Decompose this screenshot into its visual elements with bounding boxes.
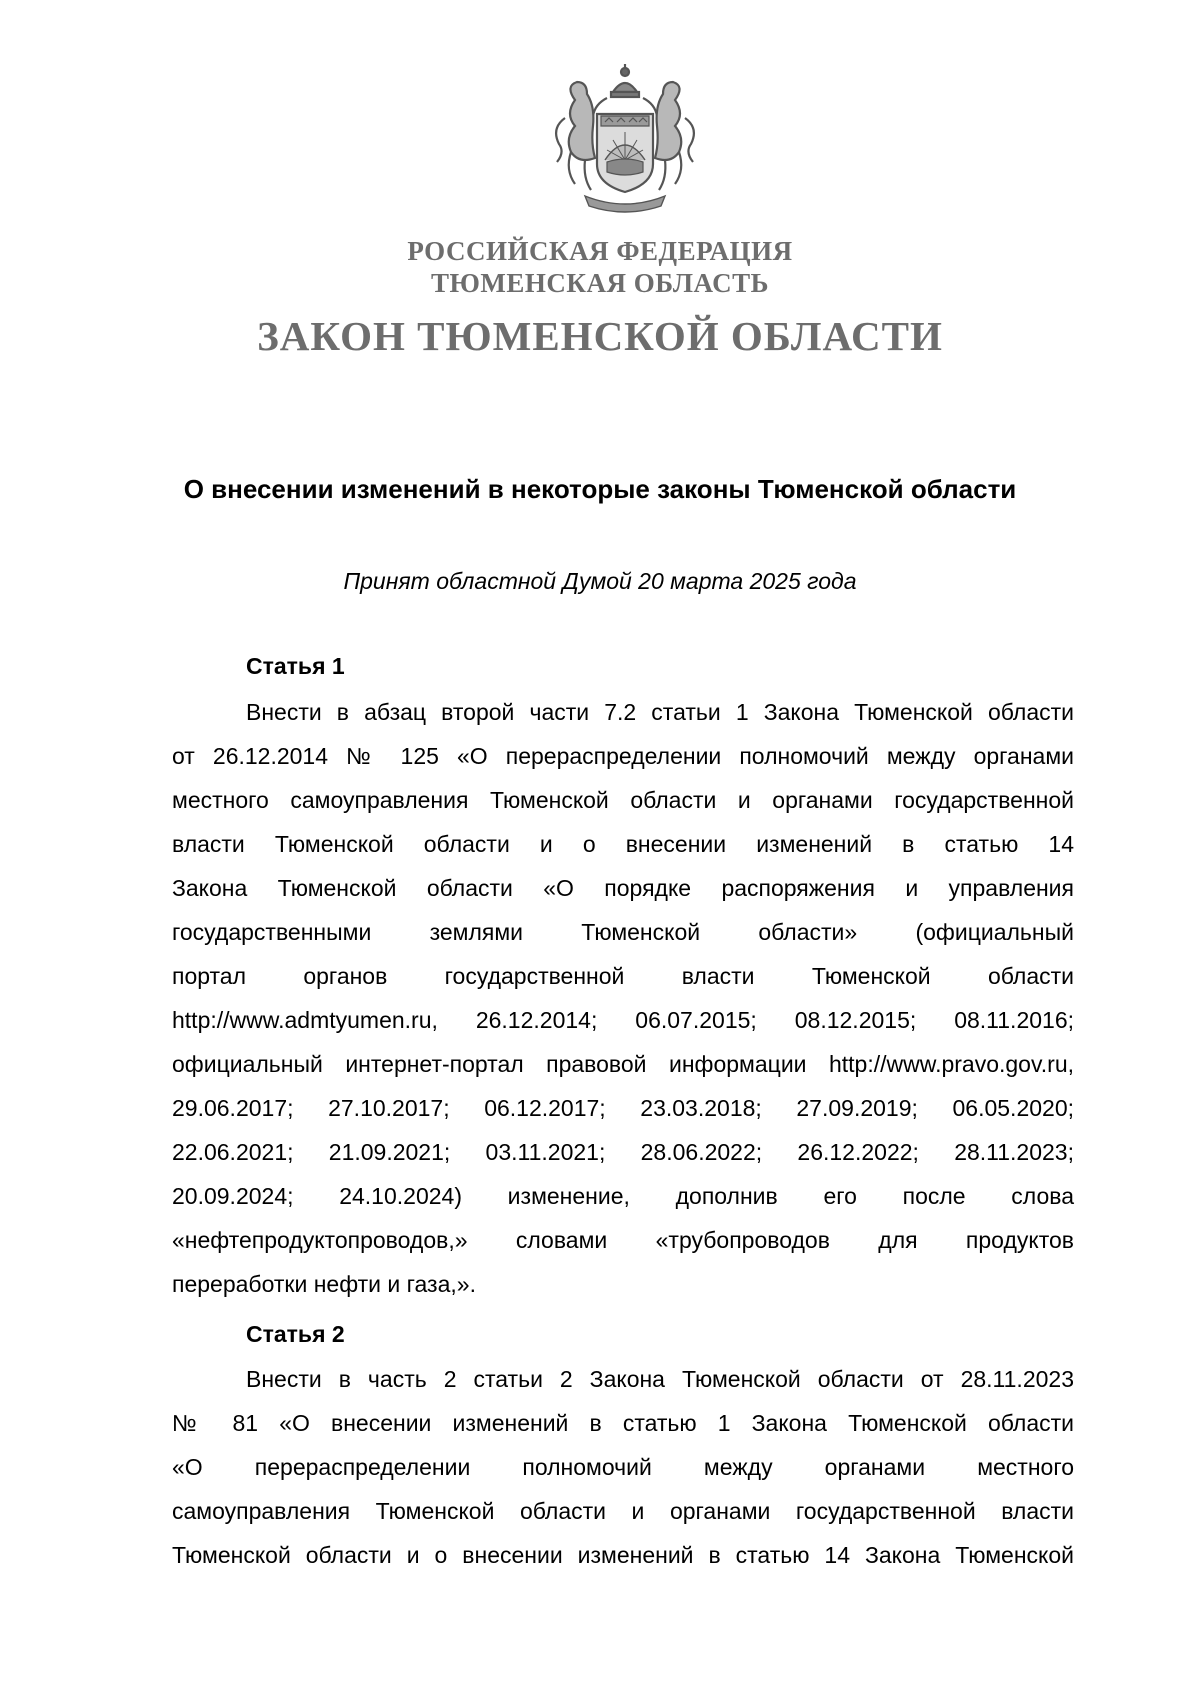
article-1-line: местного самоуправления Тюменской области и органами государственной — [172, 787, 1074, 813]
article-1-line: 22.06.2021; 21.09.2021; 03.11.2021; 28.06.2022; 26.12.2022; 28.11.2023; — [172, 1139, 1074, 1165]
article-2-line: № 81 «О внесении изменений в статью 1 Закона Тюменской области — [172, 1410, 1074, 1436]
article-1-line: 20.09.2024; 24.10.2024) изменение, дополнив его после слова — [172, 1183, 1074, 1209]
article-1-heading: Статья 1 — [246, 653, 345, 679]
article-1-line: http://www.admtyumen.ru, 26.12.2014; 06.07.2015; 08.12.2015; 08.11.2016; — [172, 1007, 1074, 1033]
article-1-line: Закона Тюменской области «О порядке распоряжения и управления — [172, 875, 1074, 901]
law-type-header: ЗАКОН ТЮМЕНСКОЙ ОБЛАСТИ — [257, 313, 943, 359]
article-1-line: от 26.12.2014 № 125 «О перераспределении полномочий между органами — [172, 743, 1074, 769]
article-1-line: переработки нефти и газа,». — [172, 1271, 476, 1297]
article-1-line: государственными землями Тюменской области» (официальный — [172, 919, 1074, 945]
article-2-line: «О перераспределении полномочий между органами местного — [172, 1454, 1074, 1480]
adoption-note: Принят областной Думой 20 марта 2025 года — [343, 568, 857, 594]
article-1-line: официальный интернет-портал правовой информации http://www.pravo.gov.ru, — [172, 1051, 1074, 1077]
article-1-line: портал органов государственной власти Тюменской области — [172, 963, 1074, 989]
coat-of-arms-icon — [535, 60, 715, 220]
article-2-line: Тюменской области и о внесении изменений в статью 14 Закона Тюменской — [172, 1542, 1074, 1568]
federation-header: РОССИЙСКАЯ ФЕДЕРАЦИЯ — [407, 236, 793, 266]
region-header: ТЮМЕНСКАЯ ОБЛАСТЬ — [430, 268, 770, 298]
document-title: О внесении изменений в некоторые законы Тюменской области — [183, 474, 1017, 504]
article-1-line: власти Тюменской области и о внесении изменений в статью 14 — [172, 831, 1074, 857]
article-2-heading: Статья 2 — [246, 1321, 345, 1347]
article-1-line: 29.06.2017; 27.10.2017; 06.12.2017; 23.03.2018; 27.09.2019; 06.05.2020; — [172, 1095, 1074, 1121]
article-2-line: самоуправления Тюменской области и органами государственной власти — [172, 1498, 1074, 1524]
article-1-line: Внести в абзац второй части 7.2 статьи 1 Закона Тюменской области — [246, 699, 1074, 725]
article-1-line: «нефтепродуктопроводов,» словами «трубопроводов для продуктов — [172, 1227, 1074, 1253]
article-2-line: Внести в часть 2 статьи 2 Закона Тюменской области от 28.11.2023 — [246, 1366, 1074, 1392]
